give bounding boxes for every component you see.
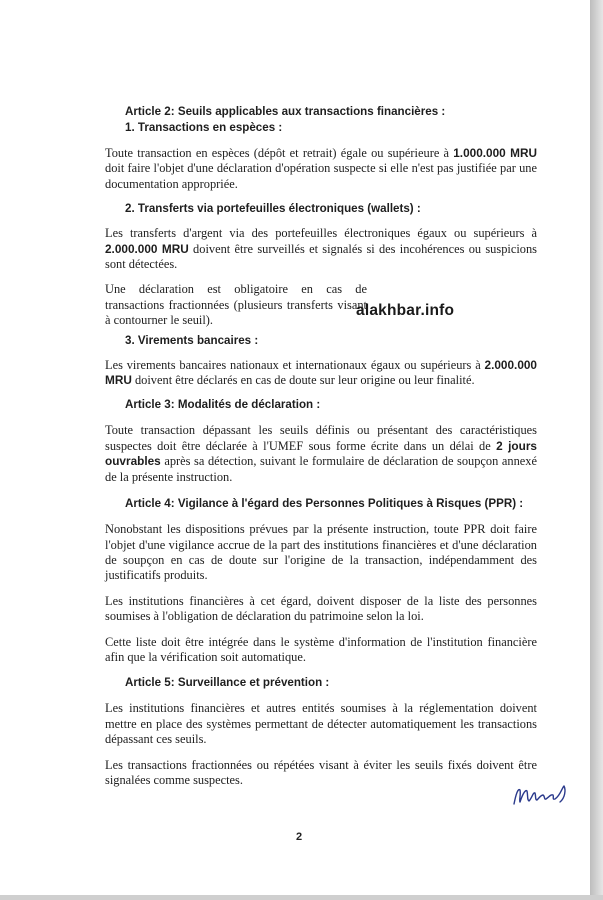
article-3-heading: Article 3: Modalités de déclaration : bbox=[125, 398, 321, 412]
watermark-text: alakhbar.info bbox=[356, 302, 455, 319]
wallets-fractioned-paragraph: Une déclaration est obligatoire en cas de transactions fractionnées (plusieurs transferts visant à contourner le seuil). bbox=[105, 282, 367, 328]
declaration-paragraph: Toute transaction dépassant les seuils définis ou présentant des caractéristiques suspectes doit être déclarée à l'UMEF sous forme écrite dans un délai de 2 jours ouvrables après sa détection, suivant le formulaire de déclaration de soupçon annexé de la présente instruction. bbox=[105, 423, 537, 484]
section-wallets-heading: 2. Transferts via portefeuilles électroniques (wallets) : bbox=[125, 202, 421, 216]
transfers-threshold-paragraph: Les virements bancaires nationaux et internationaux égaux ou supérieurs à 2.000.000 MRU doivent être déclarés en cas de doute sur leur origine ou leur finalité. bbox=[105, 357, 537, 388]
ppr-integration-paragraph: Cette liste doit être intégrée dans le système d'information de l'institution financière afin que la vérification soit automatique. bbox=[105, 634, 537, 664]
surveillance-paragraph: Les institutions financières et autres entités soumises à la réglementation doivent mettre en place des systèmes permettant de détecter automatiquement les transactions dépassant ces seuils. bbox=[105, 701, 537, 747]
document-body bbox=[105, 104, 537, 788]
article-5-heading: Article 5: Surveillance et prévention : bbox=[125, 676, 330, 690]
article-4-heading: Article 4: Vigilance à l'égard des Personnes Politiques à Risques (PPR) : bbox=[125, 497, 524, 511]
article-2-heading: Article 2: Seuils applicables aux transactions financières : bbox=[125, 105, 446, 118]
wallets-threshold-paragraph: Les transferts d'argent via des portefeuilles électroniques égaux ou supérieurs à 2.000.000 MRU doivent être surveillés et signalés si des incohérences ou suspicions sont détectées. bbox=[105, 226, 537, 272]
section-transfers-heading: 3. Virements bancaires : bbox=[125, 333, 259, 347]
ppr-list-paragraph: Les institutions financières à cet égard, doivent disposer de la liste des personnes soumises à l'obligation de déclaration du patrimoine selon la loi. bbox=[105, 593, 537, 624]
page-edge-shadow bbox=[590, 0, 603, 900]
fractioned-transactions-paragraph: Les transactions fractionnées ou répétées visant à éviter les seuils fixés doivent être signalées comme suspectes. bbox=[105, 757, 537, 787]
page-bottom-edge bbox=[0, 895, 603, 900]
signature-image bbox=[508, 780, 574, 810]
page-number: 2 bbox=[296, 831, 303, 843]
cash-threshold-paragraph: Toute transaction en espèces (dépôt et retrait) égale ou supérieure à 1.000.000 MRU doit faire l'objet d'une déclaration d'opération suspecte si elle n'est pas justifiée par une documentation appropriée. bbox=[105, 146, 537, 191]
section-cash-heading: 1. Transactions en espèces : bbox=[125, 121, 283, 134]
ppr-vigilance-paragraph: Nonobstant les dispositions prévues par la présente instruction, toute PPR doit faire l'objet d'une vigilance accrue de la part des institutions financières et d'une déclaration de soupçon en cas de doute sur l'origine de la transaction, indépendamment des justificatifs produits. bbox=[105, 522, 537, 583]
